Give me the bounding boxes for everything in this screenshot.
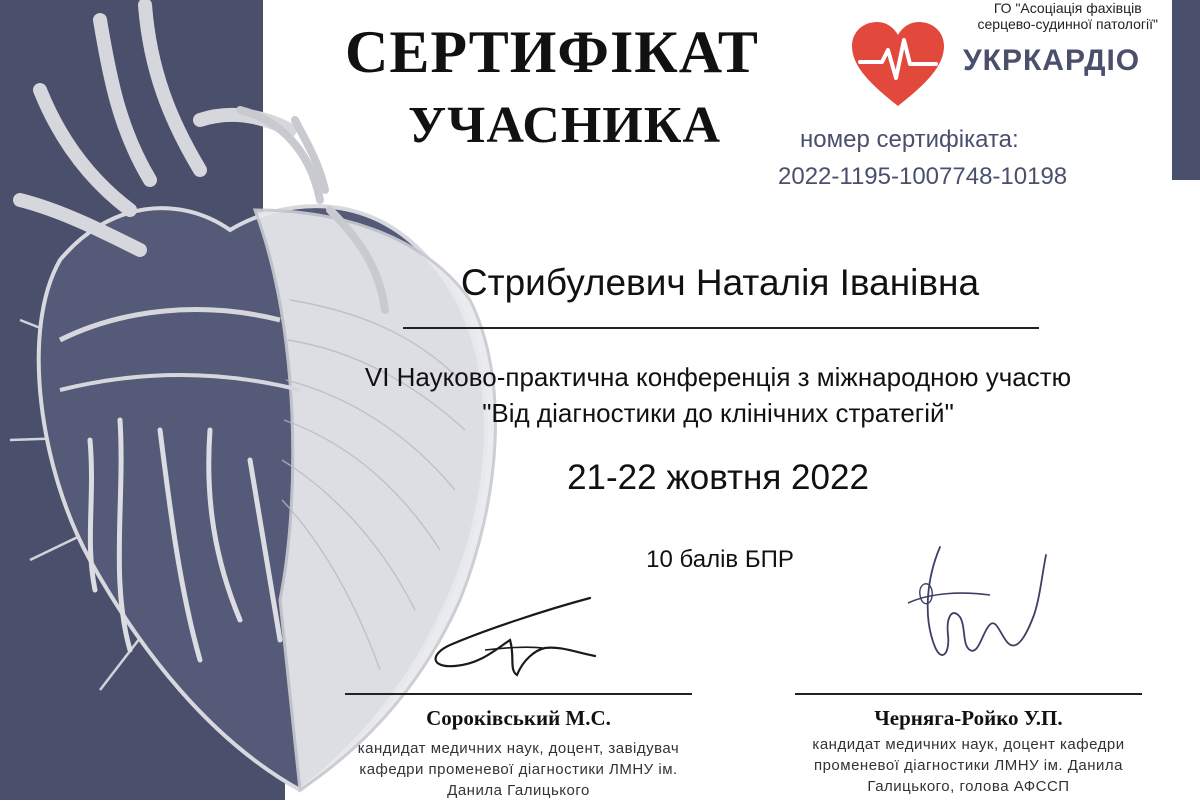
signatory-1-title-line-1: кандидат медичних наук, доцент, завідувач xyxy=(357,740,680,757)
event-subtitle: "Від діагностики до клінічних стратегій" xyxy=(482,398,954,428)
signatory-1-name: Сороківський М.С. xyxy=(426,706,611,730)
organization-line-2: серцево-судинної патології" xyxy=(977,16,1158,32)
signatory-1-title xyxy=(330,738,707,801)
certificate-title: СЕРТИФІКАТ xyxy=(345,19,759,85)
recipient-name: Стрибулевич Наталія Іванівна xyxy=(460,262,980,303)
signature-1 xyxy=(425,590,610,685)
certificate-number-label: номер сертифіката: xyxy=(800,126,1019,153)
right-accent-strip xyxy=(1172,0,1200,180)
event-dates: 21-22 жовтня 2022 xyxy=(567,458,869,497)
credit-points: 10 балів БПР xyxy=(646,546,794,573)
signatory-2-title-line-2: променевої діагностики ЛМНУ ім. Данила xyxy=(813,757,1124,774)
signatory-2-title-line-1: кандидат медичних наук, доцент кафедри xyxy=(812,736,1125,753)
certificate-subtitle: УЧАСНИКА xyxy=(408,97,721,154)
signature-2 xyxy=(900,535,1070,685)
organization-header xyxy=(978,0,1158,32)
organization-line-1: ГО "Асоціація фахівців xyxy=(993,0,1142,16)
signatory-1-title-line-3: Данила Галицького xyxy=(447,782,590,799)
certificate-number: 2022-1195-1007748-10198 xyxy=(778,163,1068,190)
signature-line-2 xyxy=(795,693,1142,695)
signatory-2-name: Черняга-Ройко У.П. xyxy=(874,706,1063,730)
signatory-2-title-line-3: Галицького, голова АФССП xyxy=(867,778,1070,795)
event-title: VI Науково-практична конференція з міжнародною участю xyxy=(364,362,1072,392)
heart-pulse-icon xyxy=(850,20,946,110)
organization-logo-name: УКРКАРДІО xyxy=(963,44,1141,77)
recipient-underline xyxy=(403,327,1039,329)
signatory-2-title xyxy=(780,734,1157,797)
signatory-1-title-line-2: кафедри променевої діагностики ЛМНУ ім. xyxy=(359,761,678,778)
signature-line-1 xyxy=(345,693,692,695)
